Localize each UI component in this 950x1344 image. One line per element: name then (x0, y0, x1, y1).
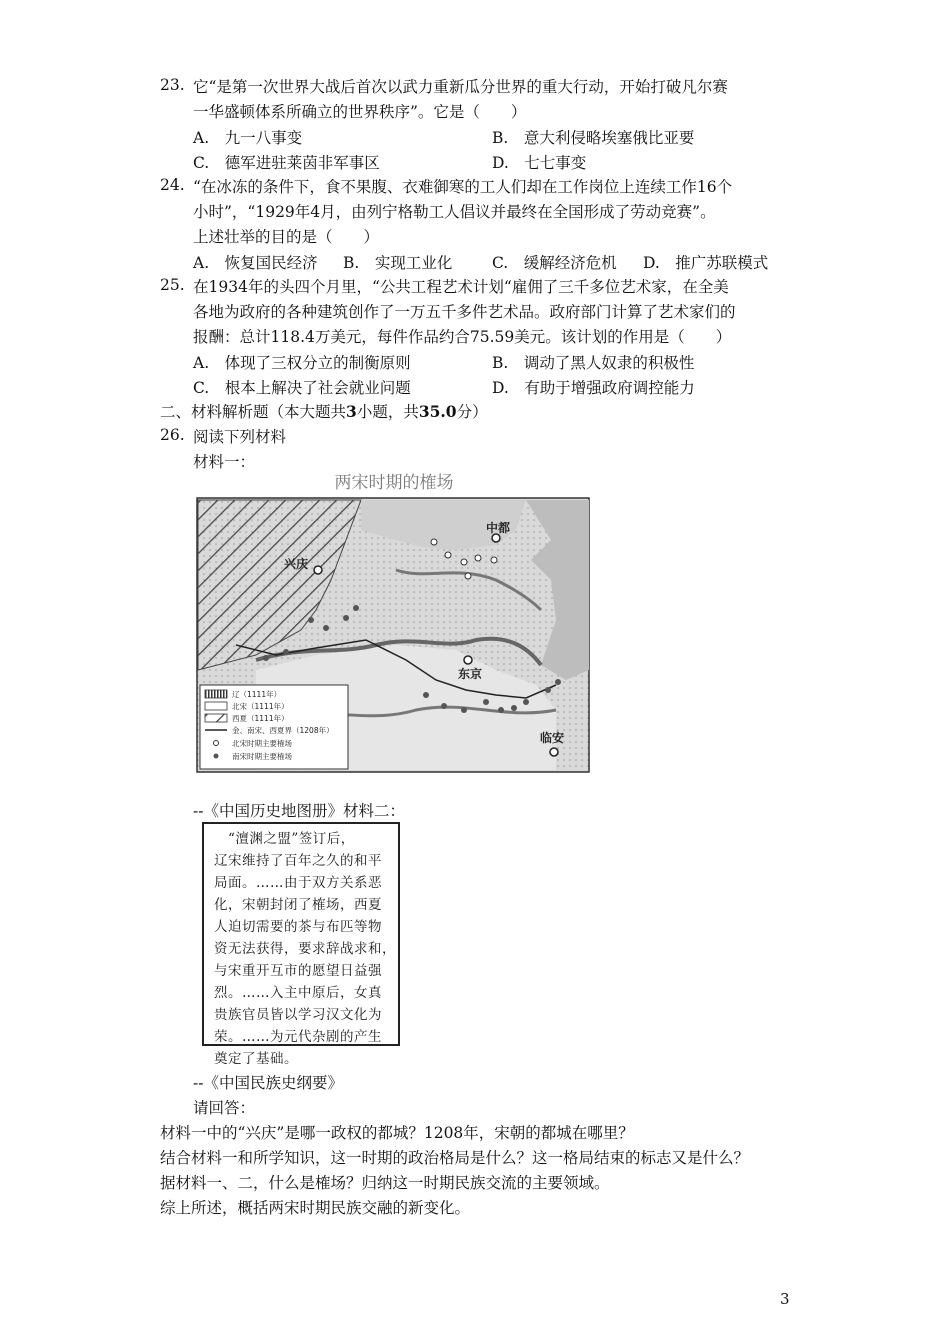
legend-swatch-beisong (205, 702, 227, 710)
option-d: D. 推广苏联模式 (643, 254, 769, 272)
option-a: A. 九一八事变 (193, 129, 303, 147)
legend-swatch-ns-markets (214, 754, 219, 759)
source-citation: --《中国历史地图册》材料二： (193, 802, 405, 820)
legend-border: 金、南宋、西夏界（1208年） (232, 726, 334, 735)
city-label-dongjing: 东京 (458, 667, 483, 681)
quote-line: 辽宋维持了百年之久的和平 (214, 853, 382, 869)
quote-line: 资无法获得，要求辞战求和， (214, 941, 396, 957)
section-heading: 二、材料解析题（本大题共3小题，共35.0分） (160, 402, 488, 421)
question-stem: 报酬：总计118.4万美元，每件作品约合75.59美元。该计划的作用是（ ） (193, 328, 732, 346)
legend-swatch-xixia (205, 714, 227, 722)
option-b: B. 调动了黑人奴隶的积极性 (492, 354, 695, 372)
option-c: C. 缓解经济危机 (492, 254, 617, 272)
sub-question: 材料一中的“兴庆”是哪一政权的都城？1208年，宋朝的都城在哪里？ (160, 1124, 634, 1142)
map-legend (200, 685, 348, 769)
question-number: 23. (160, 76, 185, 94)
quote-line: 奠定了基础。 (214, 1051, 298, 1067)
option-b: B. 意大利侵略埃塞俄比亚要 (492, 129, 695, 147)
question-stem: 上述壮举的目的是（ ） (193, 228, 380, 246)
city-label-linan: 临安 (540, 731, 565, 745)
city-marker-zhongdu (492, 534, 500, 542)
question-stem: 阅读下列材料 (193, 428, 287, 446)
option-c: C. 根本上解决了社会就业问题 (193, 379, 411, 397)
quote-line: 荣。……为元代杂剧的产生 (214, 1029, 382, 1045)
legend-ns-markets: 南宋时期主要榷场 (232, 752, 292, 761)
quote-line: 人迫切需要的茶与布匹等物 (214, 919, 382, 935)
legend-xixia: 西夏（1111年） (232, 714, 289, 723)
question-stem: “在冰冻的条件下，食不果腹、衣难御寒的工人们却在工作岗位上连续工作16个 (193, 178, 733, 196)
sub-question: 综上所述，概括两宋时期民族交融的新变化。 (160, 1199, 471, 1217)
sub-question: 据材料一、二，什么是榷场？归纳这一时期民族交流的主要领域。 (160, 1174, 610, 1192)
quote-line: 与宋重开互市的愿望日益强 (214, 963, 382, 979)
quote-line: 化，宋朝封闭了榷场，西夏 (214, 897, 382, 913)
legend-beisong: 北宋（1111年） (232, 702, 289, 711)
question-stem: 它“是第一次世界大战后首次以武力重新瓜分世界的重大行动，开始打破凡尔赛 (193, 78, 728, 96)
city-marker-dongjing (464, 656, 472, 664)
map-title: 两宋时期的榷场 (334, 473, 454, 493)
city-label-zhongdu: 中都 (486, 521, 511, 535)
city-marker-xingqing (314, 566, 322, 574)
question-stem: 小时”，“1929年4月，由列宁格勒工人倡议并最终在全国形成了劳动竞赛”。 (193, 203, 716, 221)
city-marker-linan (550, 748, 558, 756)
option-a: A. 体现了三权分立的制衡原则 (193, 354, 411, 372)
map-figure (196, 470, 592, 774)
legend-swatch-liao (205, 690, 227, 698)
question-stem: 在1934年的头四个月里，“公共工程艺术计划“雇佣了三千多位艺术家，在全美 (193, 278, 729, 296)
material-label: 材料一： (193, 453, 256, 471)
question-number: 25. (160, 276, 185, 294)
option-c: C. 德军进驻莱茵非军事区 (193, 154, 380, 172)
question-number: 26. (160, 426, 185, 444)
question-stem: 各地为政府的各种建筑创作了一万五千多件艺术品。政府部门计算了艺术家们的 (193, 303, 736, 321)
quote-line: “澶渊之盟”签订后， (214, 831, 355, 847)
legend-liao: 辽（1111年） (232, 690, 282, 699)
option-d: D. 有助于增强政府调控能力 (492, 379, 695, 397)
legend-swatch-bs-markets (214, 741, 219, 746)
answer-prompt: 请回答： (193, 1099, 256, 1117)
source-citation: --《中国民族史纲要》 (193, 1074, 343, 1092)
page-number: 3 (780, 1290, 790, 1308)
quote-line: 贵族官员皆以学习汉文化为 (214, 1007, 382, 1023)
option-b: B. 实现工业化 (343, 254, 453, 272)
song-dynasty-map (196, 470, 592, 774)
option-a: A. 恢复国民经济 (193, 254, 318, 272)
sub-question: 结合材料一和所学知识，这一时期的政治格局是什么？这一格局结束的标志又是什么？ (160, 1149, 750, 1167)
option-d: D. 七七事变 (492, 154, 587, 172)
legend-bs-markets: 北宋时期主要榷场 (232, 739, 292, 748)
quote-line: 局面。……由于双方关系恶 (214, 875, 382, 891)
question-stem: 一华盛顿体系所确立的世界秩序”。它是（ ） (193, 103, 527, 121)
material-two-box (202, 822, 400, 1067)
quote-line: 烈。……入主中原后，女真 (214, 985, 382, 1001)
question-number: 24. (160, 176, 185, 194)
city-label-xingqing: 兴庆 (284, 557, 309, 571)
